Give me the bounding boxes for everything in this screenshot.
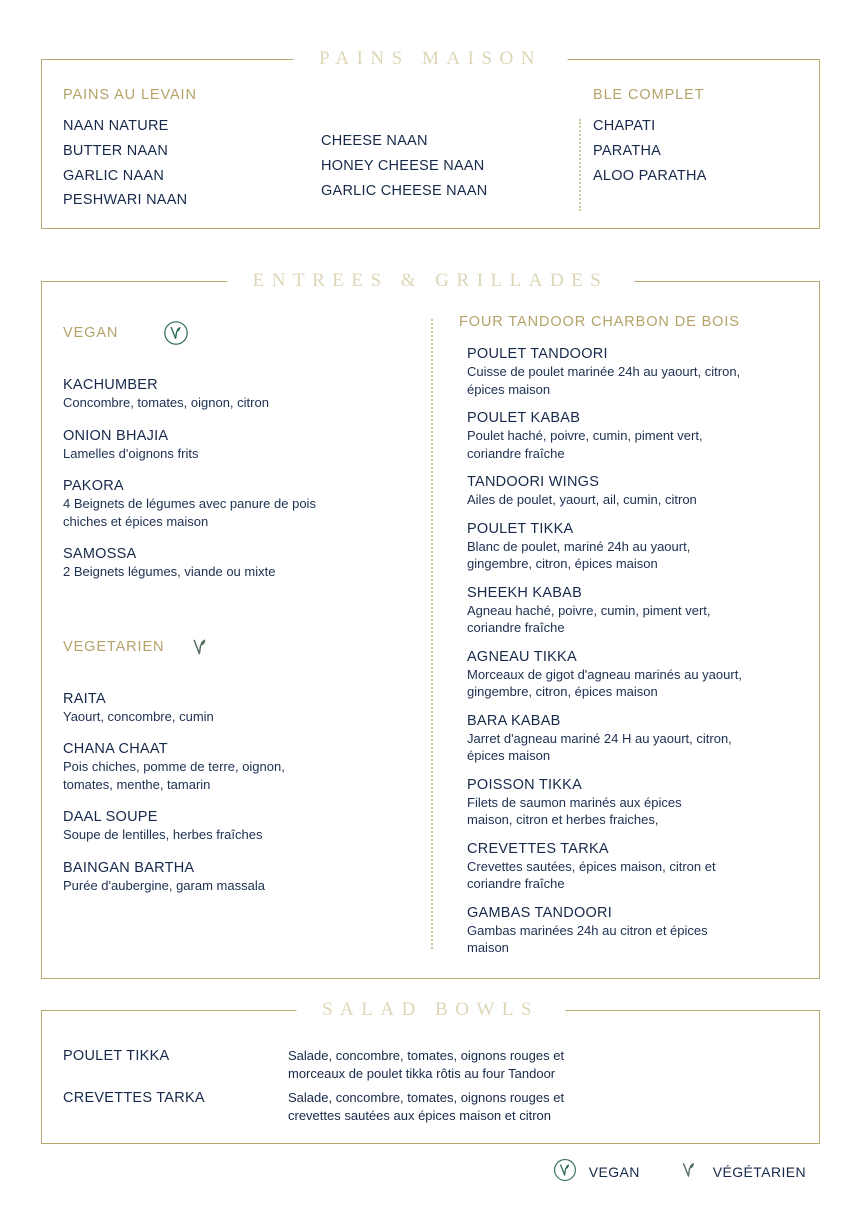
legend-item-vegan	[552, 1157, 640, 1188]
item-description: Filets de saumon marinés aux épices maison, citron et herbes fraiches,	[467, 794, 682, 827]
list-item: GARLIC CHEESE NAAN	[321, 182, 488, 199]
item-name: POISSON TIKKA	[467, 776, 582, 793]
item-description: 2 Beignets légumes, viande ou mixte	[63, 564, 276, 579]
tandoor-items	[467, 346, 799, 957]
item-name: GAMBAS TANDOORI	[467, 904, 613, 921]
list-item: CHAPATI	[593, 118, 656, 134]
menu-item	[467, 346, 799, 398]
column-divider-dotted	[431, 319, 435, 949]
menu-item	[467, 474, 799, 509]
item-description: Blanc de poulet, mariné 24h au yaourt, gingembre, citron, épices maison	[467, 538, 691, 571]
item-name: BARA KABAB	[467, 712, 561, 729]
menu-item	[467, 410, 799, 462]
subheading-pains-au-levain: PAINS AU LEVAIN	[63, 87, 197, 103]
list-item: ALOO PARATHA	[593, 167, 707, 184]
item-name: CREVETTES TARKA	[467, 840, 609, 857]
section-salad-bowls	[41, 999, 820, 1144]
item-name: AGNEAU TIKKA	[467, 648, 577, 665]
list-item: NAAN NATURE	[63, 118, 169, 134]
item-description: 4 Beignets de légumes avec panure de pois chiches et épices maison	[63, 496, 316, 529]
menu-item	[63, 377, 423, 412]
menu-item	[467, 713, 799, 765]
item-description: Pois chiches, pomme de terre, oignon, tomates, menthe, tamarin	[63, 759, 285, 792]
item-description: Poulet haché, poivre, cumin, piment vert, coriandre fraîche	[467, 428, 703, 461]
menu-item	[63, 860, 423, 895]
menu-item	[467, 585, 799, 637]
section-pains-maison	[41, 48, 820, 229]
item-description: Soupe de lentilles, herbes fraîches	[63, 827, 263, 842]
item-name: POULET KABAB	[467, 410, 581, 426]
menu-item	[63, 1047, 618, 1082]
vegan-circle-leaf-icon	[162, 319, 190, 347]
vegan-circle-leaf-icon	[552, 1157, 578, 1188]
menu-item	[63, 809, 423, 844]
menu-item	[63, 1089, 618, 1124]
menu-item	[63, 691, 423, 726]
bread-column-levain	[63, 87, 197, 213]
item-description: Agneau haché, poivre, cumin, piment vert, coriandre fraîche	[467, 602, 711, 635]
item-description: Concombre, tomates, oignon, citron	[63, 395, 269, 410]
item-name: BAINGAN BARTHA	[63, 859, 195, 876]
list-item: PESHWARI NAAN	[63, 192, 188, 209]
entrees-right-column	[459, 314, 799, 969]
item-description: Purée d'aubergine, garam massala	[63, 877, 265, 893]
item-name: SHEEKH KABAB	[467, 584, 583, 601]
list-item: PARATHA	[593, 142, 662, 159]
item-name: POULET TIKKA	[467, 520, 574, 537]
menu-item	[467, 777, 799, 829]
menu-item	[63, 741, 423, 793]
item-name: TANDOORI WINGS	[467, 474, 600, 490]
section-title-salad-bowls: SALAD BOWLS	[296, 997, 565, 1023]
item-description: Crevettes sautées, épices maison, citron et coriandre fraîche	[467, 858, 716, 891]
item-name: CREVETTES TARKA	[63, 1090, 205, 1106]
column-divider-dotted	[579, 119, 583, 211]
section-title-entrees-grillades: ENTREES & GRILLADES	[227, 268, 635, 294]
subheading-ble-complet: BLE COMPLET	[593, 87, 705, 103]
item-name: RAITA	[63, 690, 106, 707]
group-header-vegan	[63, 319, 423, 347]
item-name: POULET TIKKA	[63, 1048, 170, 1064]
item-description: Lamelles d'oignons frits	[63, 445, 199, 461]
item-description: Gambas marinées 24h au citron et épices maison	[467, 922, 708, 955]
legend-label: VEGAN	[588, 1164, 640, 1180]
item-description: Salade, concombre, tomates, oignons rouges et morceaux de poulet tikka rôtis au four Tandoor	[288, 1048, 565, 1081]
legend-item-vegetarien	[676, 1157, 806, 1188]
menu-item	[63, 428, 423, 463]
item-name: SAMOSSA	[63, 546, 137, 562]
item-description: Yaourt, concombre, cumin	[63, 708, 214, 724]
item-name: CHANA CHAAT	[63, 741, 168, 757]
list-item: GARLIC NAAN	[63, 167, 165, 184]
item-name: PAKORA	[63, 478, 124, 494]
item-description: Salade, concombre, tomates, oignons rouges et crevettes sautées aux épices maison et citron	[288, 1090, 565, 1123]
subheading-vegan: VEGAN	[63, 325, 119, 341]
legend	[41, 1152, 820, 1192]
menu-item	[63, 546, 423, 581]
section-entrees-grillades	[41, 270, 820, 979]
group-header-vegetarien	[63, 633, 423, 661]
item-name: ONION BHAJIA	[63, 427, 169, 444]
section-title-pains-maison: PAINS MAISON	[293, 46, 568, 72]
entrees-left-column	[63, 319, 423, 894]
item-description: Morceaux de gigot d'agneau marinés au yaourt, gingembre, citron, épices maison	[467, 666, 742, 699]
item-name: KACHUMBER	[63, 377, 158, 393]
item-name: DAAL SOUPE	[63, 809, 158, 825]
item-description: Jarret d'agneau mariné 24 H au yaourt, citron, épices maison	[467, 730, 732, 763]
subheading-four-tandoor: FOUR TANDOOR CHARBON DE BOIS	[459, 314, 740, 330]
vegetarien-items	[63, 691, 423, 895]
vegan-items	[63, 377, 423, 581]
bread-column-ble-complet	[593, 87, 707, 188]
menu-item	[467, 521, 799, 573]
subheading-vegetarien: VEGETARIEN	[63, 638, 165, 655]
item-name: POULET TANDOORI	[467, 346, 608, 362]
list-item: HONEY CHEESE NAAN	[321, 157, 485, 174]
menu-item	[467, 649, 799, 701]
bread-column-cheese	[321, 129, 487, 203]
list-item: CHEESE NAAN	[321, 133, 428, 149]
menu-item	[467, 905, 799, 957]
menu-item	[63, 478, 423, 530]
legend-label: VÉGÉTARIEN	[712, 1164, 806, 1180]
menu-item	[467, 841, 799, 893]
vegetarian-leaf-icon	[676, 1157, 702, 1188]
item-description: Ailes de poulet, yaourt, ail, cumin, citron	[467, 492, 697, 507]
item-description: Cuisse de poulet marinée 24h au yaourt, citron, épices maison	[467, 364, 741, 397]
vegetarian-leaf-icon	[186, 633, 214, 661]
list-item: BUTTER NAAN	[63, 142, 169, 159]
